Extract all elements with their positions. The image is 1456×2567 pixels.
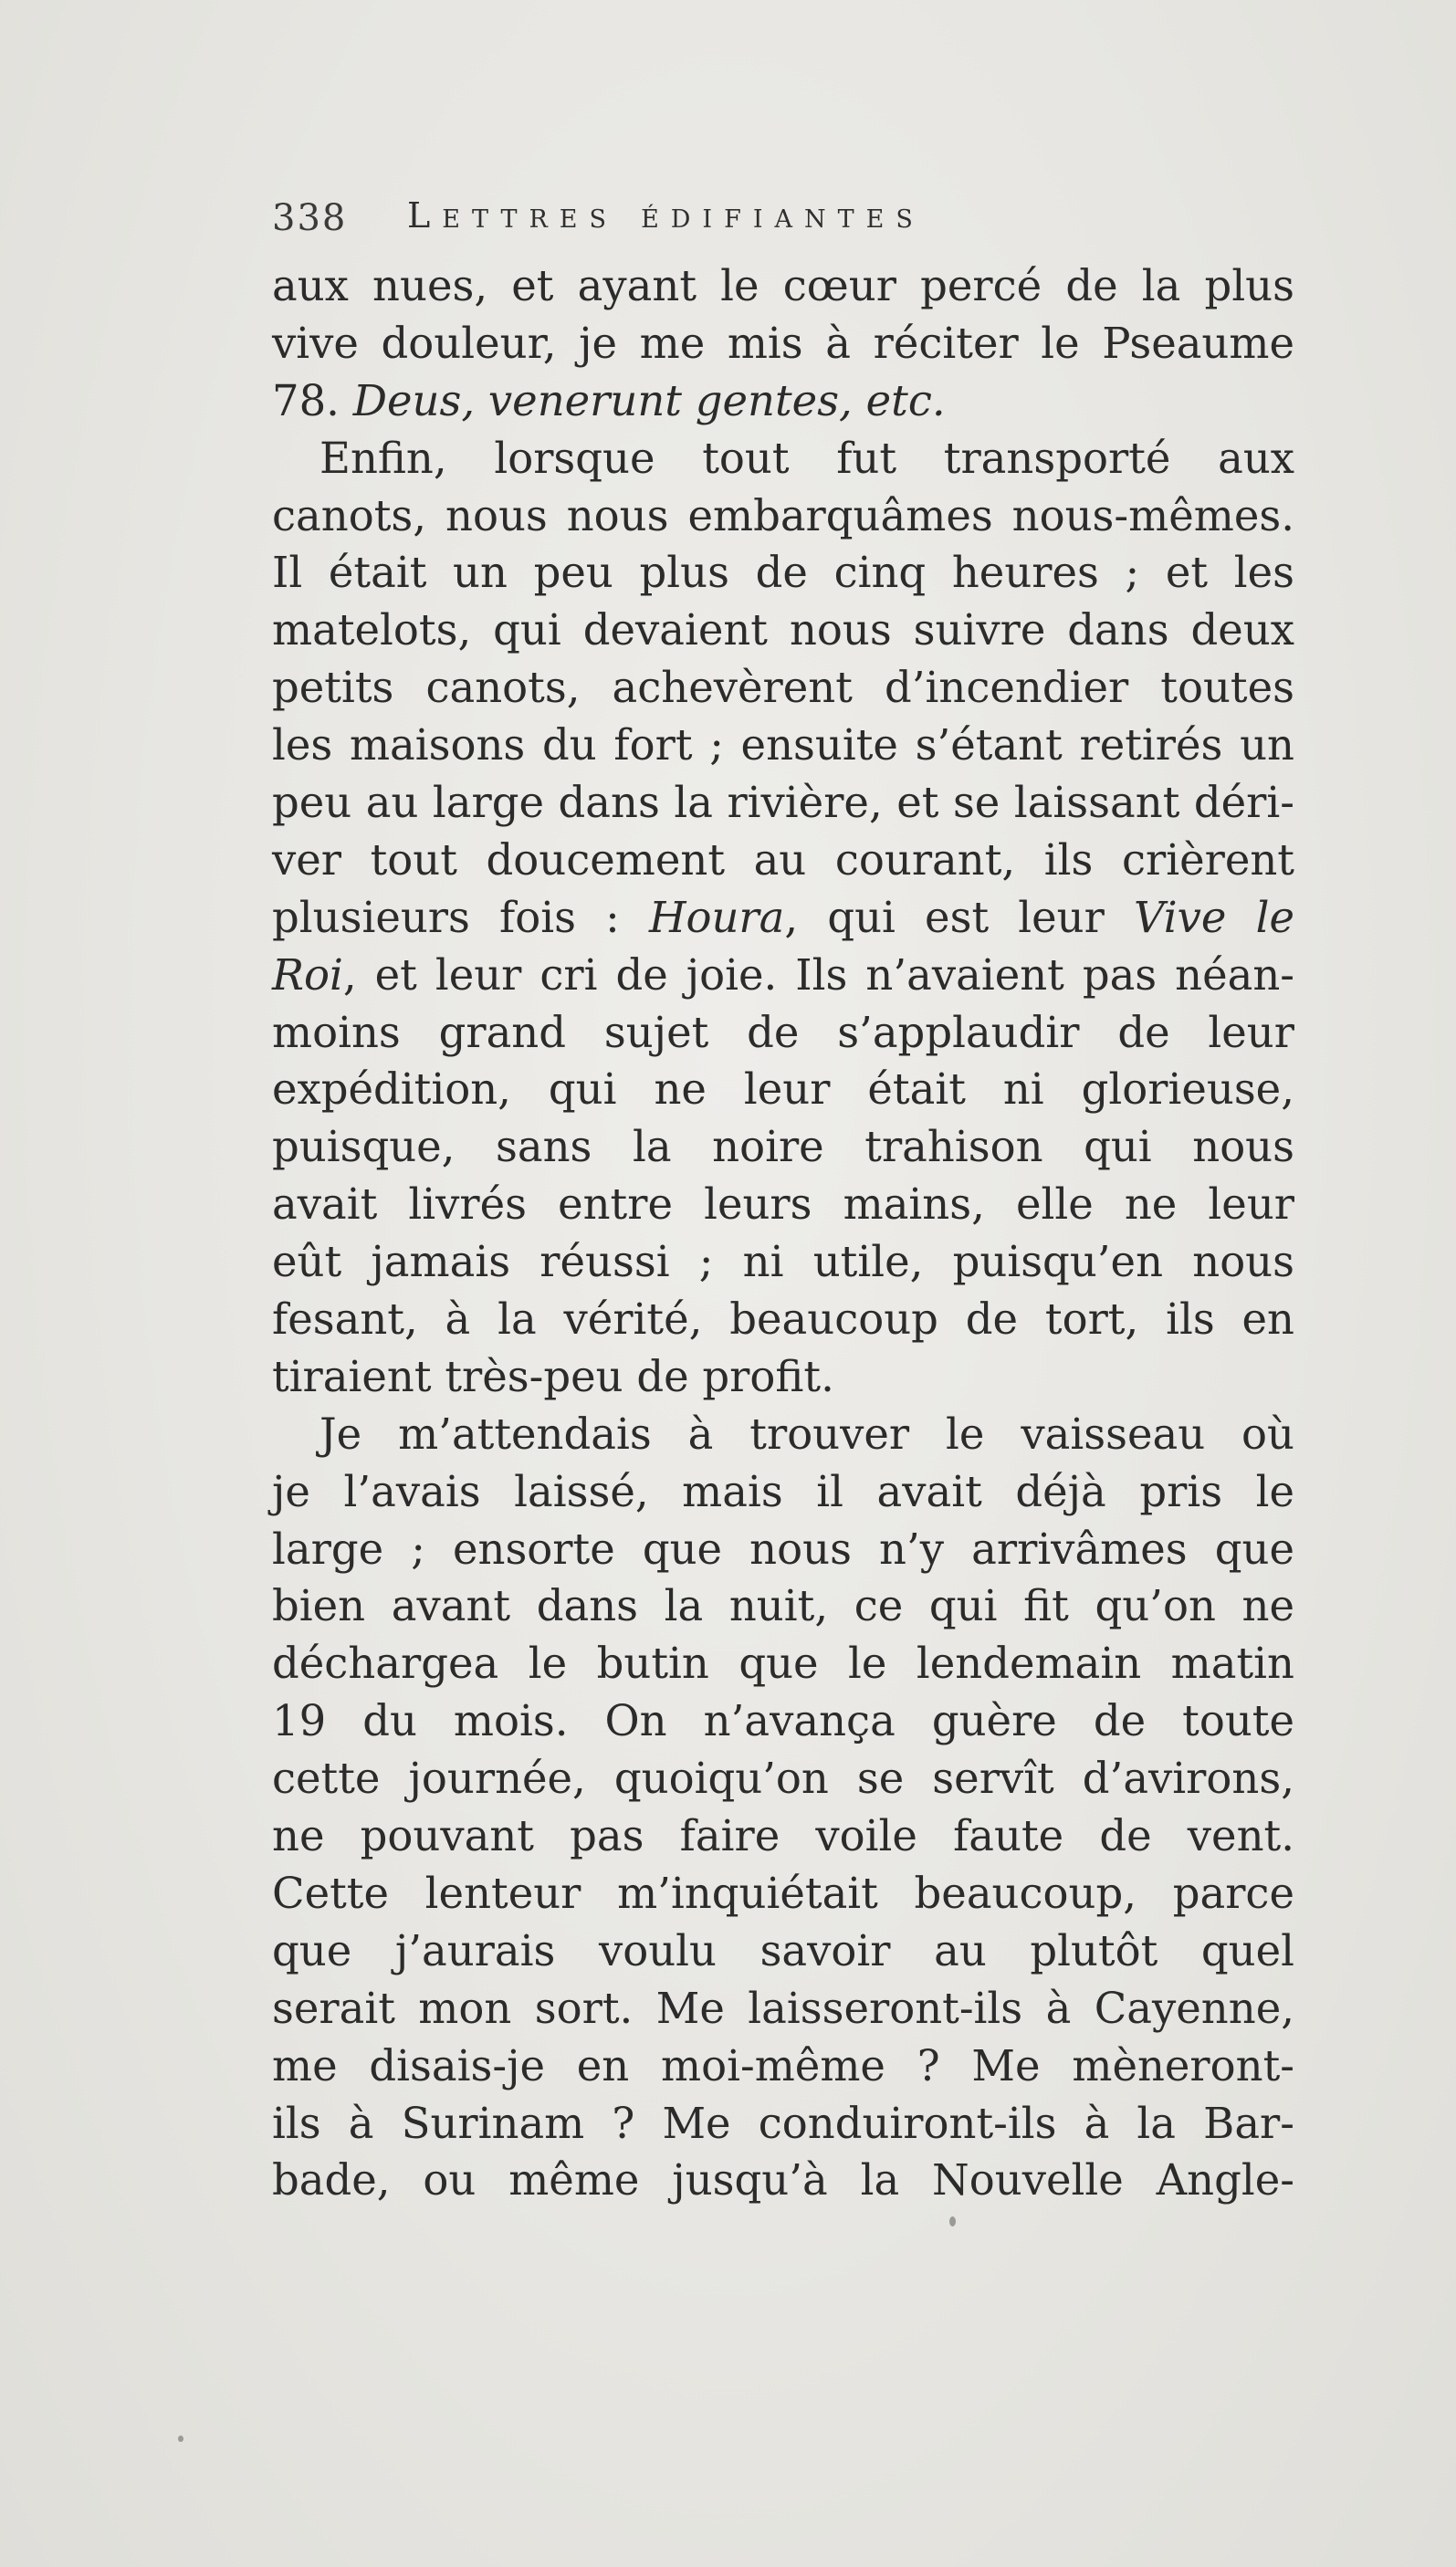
running-head: Lettres édifiantes	[407, 195, 925, 236]
text-line: moins grand sujet de s’applaudir de leur	[272, 1007, 1294, 1057]
text-line: ver tout doucement au courant, ils crièrent	[272, 834, 1294, 885]
text-fragment: , et leur cri de joie. Ils n’avaient pas néan-	[342, 949, 1294, 1000]
text-line: que j’aurais voulu savoir au plutôt quel	[272, 1925, 1294, 1975]
text-line: Il était un peu plus de cinq heures ; et les	[272, 548, 1294, 598]
text-line: eût jamais réussi ; ni utile, puisqu’en nous	[272, 1237, 1294, 1287]
text-line: les maisons du fort ; ensuite s’étant retirés un	[272, 720, 1294, 770]
text-line: serait mon sort. Me laisseront-ils à Cayenne,	[272, 1983, 1294, 2033]
psalm-number: 78.	[272, 375, 353, 425]
text-line: ils à Surinam ? Me conduiront-ils à la Bar-	[272, 2098, 1294, 2148]
text-line: large ; ensorte que nous n’y arrivâmes que	[272, 1524, 1294, 1574]
italic-houra: Houra	[648, 892, 785, 942]
body-text	[272, 257, 1294, 2209]
text-line	[272, 372, 1294, 430]
text-line: bade, ou même jusqu’à la Nouvelle Angle-	[272, 2155, 1294, 2206]
paragraph-start-line: Je m’attendais à trouver le vaisseau où	[319, 1409, 1294, 1459]
text-line: Cette lenteur m’inquiétait beaucoup, parce	[272, 1868, 1294, 1918]
text-line: avait livrés entre leurs mains, elle ne leur	[272, 1179, 1294, 1230]
text-line: puisque, sans la noire trahison qui nous	[272, 1122, 1294, 1172]
text-line: me disais-je en moi-même ? Me mèneront-	[272, 2040, 1294, 2090]
text-line: vive douleur, je me mis à réciter le Pseaume	[272, 318, 1294, 368]
text-line	[272, 947, 1294, 1004]
text-line: 19 du mois. On n’avança guère de toute	[272, 1696, 1294, 1746]
page-number: 338	[272, 197, 348, 239]
text-line: aux nues, et ayant le cœur percé de la plus	[272, 261, 1294, 310]
paragraph-start-line: Enfin, lorsque tout fut transporté aux	[319, 433, 1294, 483]
text-line: petits canots, achevèrent d’incendier toutes	[272, 663, 1294, 713]
psalm-incipit: Deus, venerunt gentes, etc.	[352, 375, 946, 425]
italic-vive-le: Vive le	[1134, 892, 1294, 942]
text-line: fesant, à la vérité, beaucoup de tort, ils en	[272, 1294, 1294, 1345]
text-line: canots, nous nous embarquâmes nous-mêmes.	[272, 490, 1294, 540]
text-line: matelots, qui devaient nous suivre dans deux	[272, 605, 1294, 655]
italic-roi: Roi	[272, 949, 343, 1000]
paper-speck	[949, 2216, 956, 2226]
text-line: expédition, qui ne leur était ni glorieuse,	[272, 1064, 1294, 1115]
text-line: ne pouvant pas faire voile faute de vent.	[272, 1811, 1294, 1861]
text-fragment: plusieurs fois :	[272, 892, 649, 942]
paper-speck	[178, 2436, 183, 2442]
text-line: tiraient très-peu de profit.	[272, 1351, 834, 1401]
text-line: je l’avais laissé, mais il avait déjà pris le	[272, 1466, 1294, 1516]
text-line	[272, 889, 1294, 947]
page-header	[272, 192, 1294, 246]
text-fragment: , qui est leur	[784, 892, 1134, 942]
text-line: bien avant dans la nuit, ce qui fit qu’on ne	[272, 1581, 1294, 1631]
text-line: déchargea le butin que le lendemain matin	[272, 1639, 1294, 1689]
text-line: cette journée, quoiqu’on se servît d’avirons,	[272, 1754, 1294, 1804]
text-line: peu au large dans la rivière, et se laissant déri-	[272, 778, 1294, 828]
